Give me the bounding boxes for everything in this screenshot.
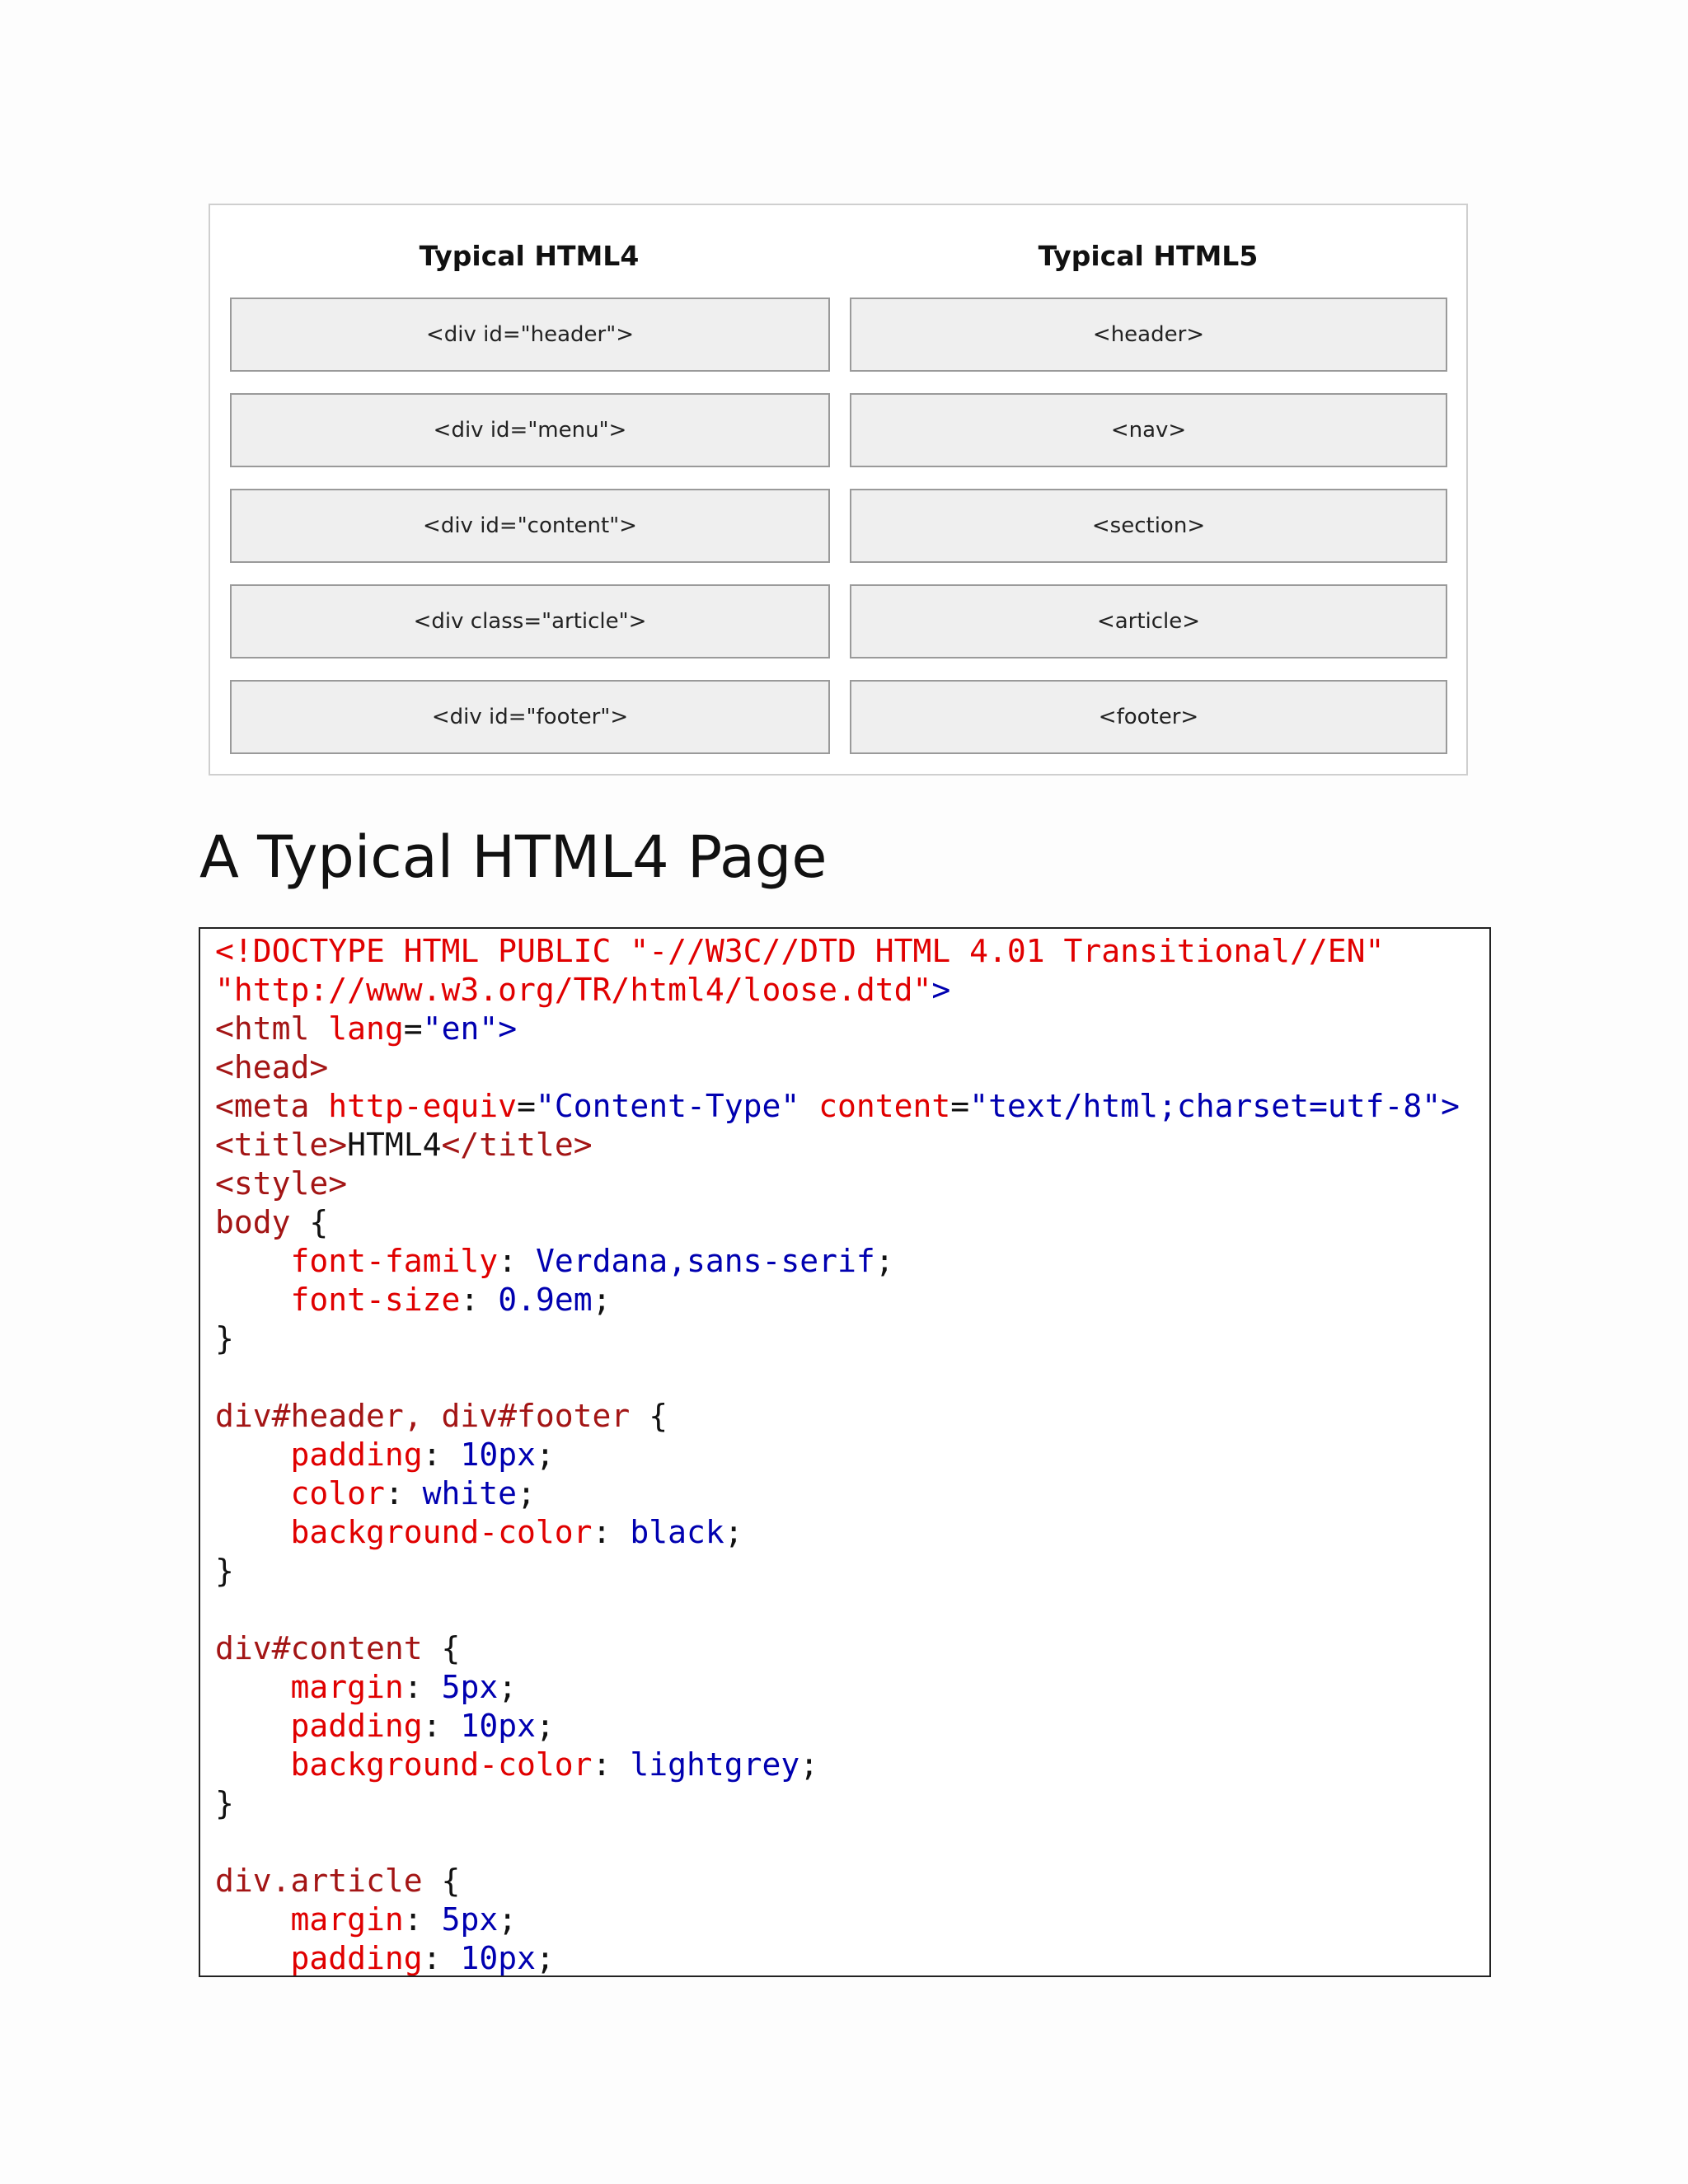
- code-token: [215, 1436, 291, 1473]
- code-token: [215, 1514, 291, 1550]
- code-line: [215, 1165, 1460, 1203]
- code-token: ;: [517, 1475, 536, 1511]
- code-token: ;: [799, 1746, 819, 1783]
- code-token: <head>: [215, 1049, 329, 1085]
- code-line: [215, 1358, 1460, 1397]
- code-line: [215, 1591, 1460, 1629]
- section-heading: A Typical HTML4 Page: [199, 823, 828, 891]
- html4-header-block: <div id="header">: [230, 298, 830, 372]
- code-line: [215, 1319, 1460, 1358]
- code-line: [215, 1707, 1460, 1746]
- code-line: [215, 1474, 1460, 1513]
- code-token: :: [403, 1901, 442, 1938]
- code-token: [215, 1669, 291, 1705]
- code-line: [215, 1746, 1460, 1784]
- code-token: 0.9em: [498, 1282, 593, 1318]
- code-line: [215, 1513, 1460, 1552]
- code-token: div#header, div#footer: [215, 1398, 631, 1434]
- code-token: [215, 1940, 291, 1976]
- code-token: lang: [328, 1010, 404, 1047]
- code-token: color: [290, 1475, 385, 1511]
- code-token: 10px: [460, 1940, 536, 1976]
- code-token: [215, 1282, 291, 1318]
- code-line: [215, 1281, 1460, 1319]
- code-line: [215, 1668, 1460, 1707]
- code-lines: [215, 932, 1460, 1977]
- code-token: >: [498, 1010, 518, 1047]
- code-line: [215, 1784, 1460, 1823]
- code-token: padding: [290, 1708, 423, 1744]
- html4-menu-block: <div id="menu">: [230, 393, 830, 467]
- html4-content-block: <div id="content">: [230, 489, 830, 563]
- code-token: ;: [874, 1243, 894, 1279]
- code-token: :: [498, 1243, 536, 1279]
- code-line: [215, 1939, 1460, 1977]
- code-line: [215, 932, 1460, 971]
- code-token: }: [215, 1785, 234, 1821]
- code-token: :: [384, 1475, 423, 1511]
- html4-footer-block: <div id="footer">: [230, 680, 830, 754]
- code-token: background-color: [290, 1514, 593, 1550]
- code-token: content: [818, 1088, 951, 1124]
- code-token: 5px: [441, 1901, 499, 1938]
- code-token: =: [403, 1010, 423, 1047]
- code-token: :: [422, 1940, 461, 1976]
- code-token: [799, 1088, 818, 1124]
- code-line: [215, 1862, 1460, 1900]
- code-token: [215, 1746, 291, 1783]
- code-token: :: [422, 1436, 461, 1473]
- code-token: :: [592, 1514, 631, 1550]
- code-line: [215, 1087, 1460, 1126]
- html5-footer-block: <footer>: [850, 680, 1447, 754]
- html4-vs-html5-comparison: [209, 204, 1468, 776]
- code-line: [215, 1048, 1460, 1087]
- code-token: "text/html;charset=utf-8": [969, 1088, 1442, 1124]
- html4-column-heading: Typical HTML4: [419, 240, 640, 272]
- code-token: margin: [290, 1669, 404, 1705]
- code-token: [215, 1243, 291, 1279]
- code-line: [215, 971, 1460, 1010]
- code-token: {: [630, 1398, 668, 1434]
- code-token: >: [931, 972, 951, 1008]
- code-token: font-family: [290, 1243, 499, 1279]
- html5-article-block: <article>: [850, 584, 1447, 658]
- html5-column-heading: Typical HTML5: [1038, 240, 1259, 272]
- code-token: background-color: [290, 1746, 593, 1783]
- code-line: [215, 1010, 1460, 1048]
- code-token: <title>: [215, 1127, 348, 1163]
- code-line: [215, 1900, 1460, 1939]
- code-token: font-size: [290, 1282, 461, 1318]
- code-token: "Content-Type": [535, 1088, 800, 1124]
- code-token: 10px: [460, 1436, 536, 1473]
- code-token: http-equiv: [328, 1088, 518, 1124]
- code-line: [215, 1126, 1460, 1165]
- code-line: [215, 1552, 1460, 1591]
- code-token: {: [422, 1630, 461, 1666]
- code-token: =: [517, 1088, 536, 1124]
- code-token: </title>: [441, 1127, 593, 1163]
- code-token: white: [422, 1475, 518, 1511]
- code-token: black: [630, 1514, 724, 1550]
- code-line: [215, 1242, 1460, 1281]
- code-token: >: [1441, 1088, 1461, 1124]
- code-token: [215, 1901, 291, 1938]
- code-token: ;: [535, 1436, 555, 1473]
- code-token: :: [403, 1669, 442, 1705]
- code-listing: [199, 927, 1491, 1977]
- code-token: padding: [290, 1436, 423, 1473]
- code-token: 10px: [460, 1708, 536, 1744]
- code-token: body: [215, 1204, 291, 1240]
- html5-header-block: <header>: [850, 298, 1447, 372]
- code-token: }: [215, 1320, 234, 1357]
- code-token: padding: [290, 1940, 423, 1976]
- code-token: "en": [422, 1010, 499, 1047]
- code-token: div.article: [215, 1863, 423, 1899]
- code-token: HTML4: [347, 1127, 442, 1163]
- code-line: [215, 1397, 1460, 1436]
- code-token: div#content: [215, 1630, 423, 1666]
- code-line: [215, 1436, 1460, 1474]
- code-token: :: [422, 1708, 461, 1744]
- code-line: [215, 1629, 1460, 1668]
- code-token: :: [592, 1746, 631, 1783]
- code-token: ;: [498, 1669, 518, 1705]
- code-token: }: [215, 1553, 234, 1589]
- code-token: ;: [535, 1940, 555, 1976]
- code-token: ;: [498, 1901, 518, 1938]
- code-token: 5px: [441, 1669, 499, 1705]
- code-token: {: [422, 1863, 461, 1899]
- html5-nav-block: <nav>: [850, 393, 1447, 467]
- code-token: =: [950, 1088, 970, 1124]
- code-token: <style>: [215, 1165, 348, 1202]
- code-token: ;: [535, 1708, 555, 1744]
- code-line: [215, 1203, 1460, 1242]
- code-token: {: [290, 1204, 329, 1240]
- html4-article-block: <div class="article">: [230, 584, 830, 658]
- code-token: Verdana,sans-serif: [535, 1243, 875, 1279]
- code-token: lightgrey: [630, 1746, 800, 1783]
- code-token: [215, 1475, 291, 1511]
- code-token: <!DOCTYPE HTML PUBLIC "-//W3C//DTD HTML 4.01 Transitional//EN": [215, 933, 1385, 969]
- code-token: [215, 1708, 291, 1744]
- code-token: ;: [592, 1282, 612, 1318]
- code-token: <html: [215, 1010, 329, 1047]
- html5-section-block: <section>: [850, 489, 1447, 563]
- code-token: margin: [290, 1901, 404, 1938]
- code-token: <meta: [215, 1088, 329, 1124]
- code-line: [215, 1823, 1460, 1862]
- code-token: "http://www.w3.org/TR/html4/loose.dtd": [215, 972, 932, 1008]
- code-token: :: [460, 1282, 499, 1318]
- code-token: ;: [724, 1514, 743, 1550]
